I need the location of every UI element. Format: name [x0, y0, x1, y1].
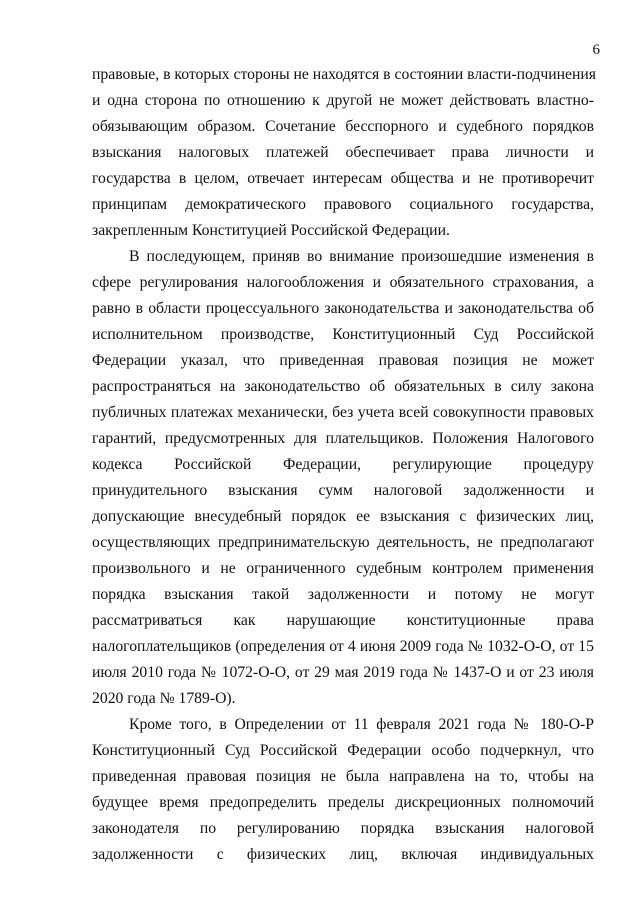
paragraph-2 — [92, 244, 594, 712]
text-line: задолженности с физических лиц, включая индивидуальных — [92, 846, 594, 863]
text-line: исполнительном производстве, Конституционный Суд Российской — [92, 326, 594, 343]
document-body — [92, 62, 597, 868]
text-line: июля 2010 года № 1072-О-О, от 29 мая 2019 года № 1437-О и от 23 июля — [92, 664, 594, 681]
text-line: сфере регулирования налогообложения и обязательного страхования, а — [92, 274, 594, 291]
text-line: будущее время предопределить пределы дискреционных полномочий — [92, 794, 594, 811]
text-line: налогоплательщиков (определения от 4 июня 2009 года № 1032-О-О, от 15 — [92, 638, 594, 655]
text-line: и одна сторона по отношению к другой не может действовать властно- — [92, 92, 594, 109]
text-line: законодателя по регулированию порядка взыскания налоговой — [92, 820, 594, 837]
text-line: взыскания налоговых платежей обеспечивает права личности и — [92, 144, 594, 161]
text-line: обязывающим образом. Сочетание бесспорного и судебного порядков — [92, 118, 594, 135]
text-line: распространяться на законодательство об обязательных в силу закона — [92, 378, 594, 395]
text-line: принципам демократического правового социального государства, — [92, 196, 594, 213]
text-line: осуществляющих предпринимательскую деятельность, не предполагают — [92, 534, 594, 551]
text-line: гарантий, предусмотренных для плательщиков. Положения Налогового — [92, 430, 594, 447]
page-number: 6 — [592, 42, 600, 58]
paragraph-1 — [92, 62, 597, 244]
text-line: Федерации указал, что приведенная правовая позиция не может — [92, 352, 594, 369]
text-line: порядка взыскания такой задолженности и потому не могут — [92, 586, 594, 603]
text-line: Конституционный Суд Российской Федерации особо подчеркнул, что — [92, 742, 594, 759]
text-line: 2020 года № 1789-О). — [92, 690, 236, 707]
text-line: равно в области процессуального законодательства и законодательства об — [92, 300, 594, 317]
text-line: приведенная правовая позиция не была направлена на то, чтобы на — [92, 768, 594, 785]
text-line: государства в целом, отвечает интересам общества и не противоречит — [92, 170, 594, 187]
text-line: правовые, в которых стороны не находятся в состоянии власти-подчинения — [92, 66, 597, 83]
paragraph-3 — [92, 712, 594, 868]
text-line: закрепленным Конституцией Российской Федерации. — [92, 222, 450, 239]
text-line: рассматриваться как нарушающие конституционные права — [92, 612, 594, 629]
text-line: публичных платежах механически, без учета всей совокупности правовых — [92, 404, 594, 421]
text-line: допускающие внесудебный порядок ее взыскания с физических лиц, — [92, 508, 594, 525]
text-line: кодекса Российской Федерации, регулирующие процедуру — [92, 456, 594, 473]
text-line: Кроме того, в Определении от 11 февраля 2021 года № 180-О-Р — [129, 716, 594, 733]
text-line: В последующем, приняв во внимание произошедшие изменения в — [129, 248, 594, 265]
text-line: принудительного взыскания сумм налоговой задолженности и — [92, 482, 594, 499]
text-line: произвольного и не ограниченного судебным контролем применения — [92, 560, 594, 577]
